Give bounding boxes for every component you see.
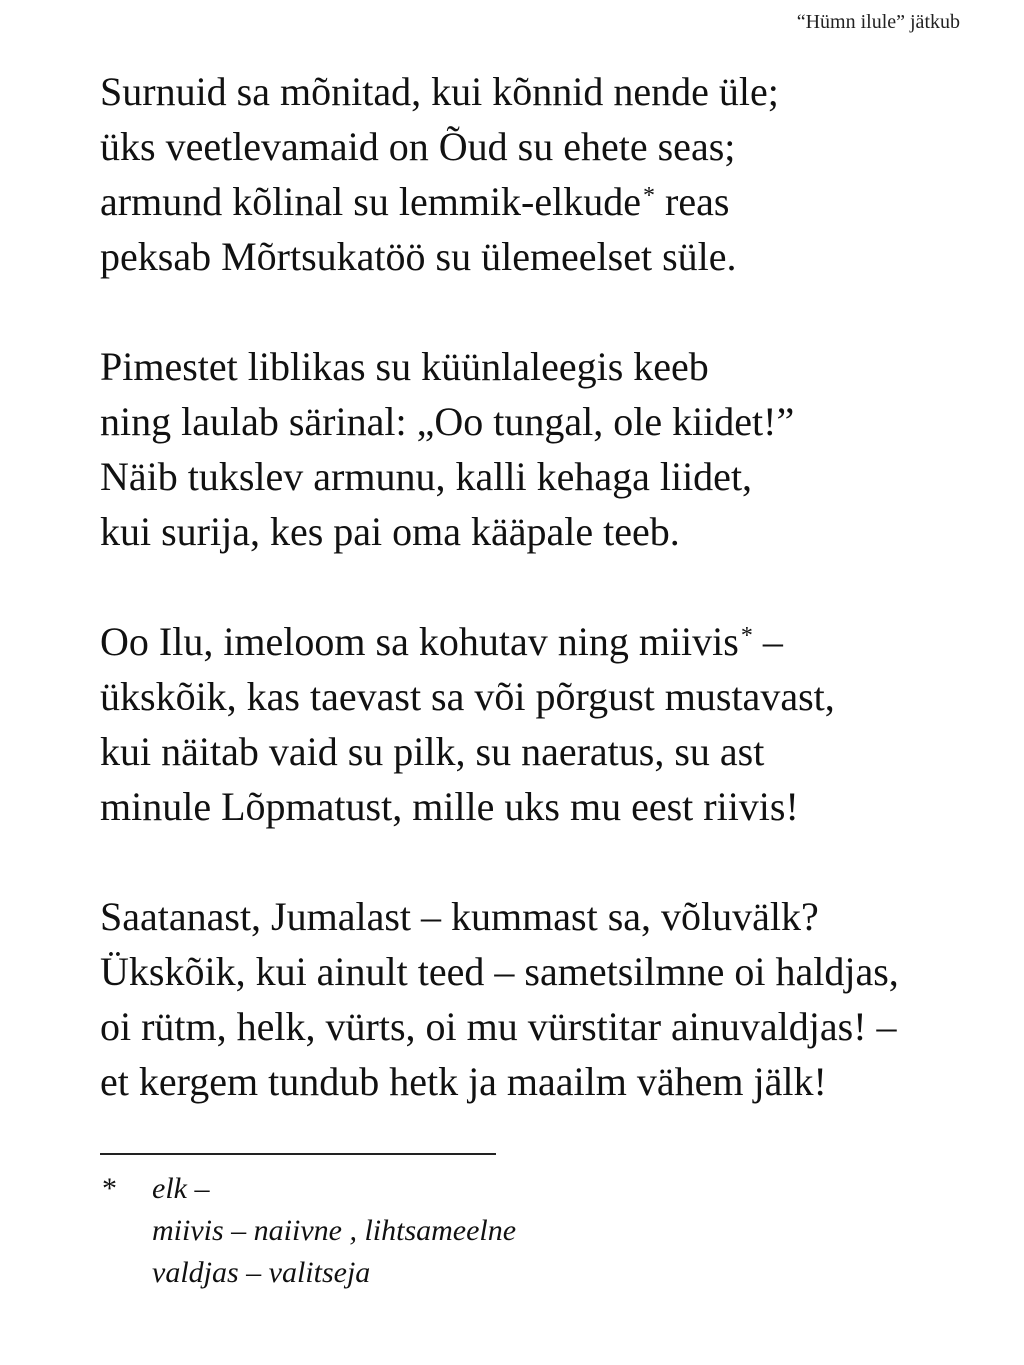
poem-line: Pimestet liblikas su küünlaleegis keeb <box>100 344 709 389</box>
footnote-divider <box>100 1153 496 1155</box>
footnotes <box>100 1168 1000 1294</box>
poem-line: ning laulab särinal: „Oo tungal, ole kiidet!” <box>100 399 795 444</box>
poem-line: kui surija, kes pai oma kääpale teeb. <box>100 509 680 554</box>
stanza-3 <box>100 614 1010 834</box>
footnote-entry <box>100 1252 1000 1294</box>
footnote-entry <box>100 1210 1000 1252</box>
footnote-marker: * <box>740 623 753 649</box>
stanza-2 <box>100 339 1010 559</box>
footnote-marker: * <box>102 1172 117 1205</box>
stanza-4 <box>100 889 1010 1109</box>
poem-line-text: – <box>752 619 783 664</box>
footnote-text: valdjas – valitseja <box>152 1256 371 1289</box>
footnote-marker: * <box>643 183 655 209</box>
poem-line-text: armund kõlinal su lemmik-elkude <box>100 179 641 224</box>
poem-line: üks veetlevamaid on Õud su ehete seas; <box>100 124 736 169</box>
poem-line: Saatanast, Jumalast – kummast sa, võluvälk? <box>100 894 819 939</box>
poem-line-text: reas <box>655 179 730 224</box>
poem-line: peksab Mõrtsukatöö su ülemeelset süle. <box>100 234 737 279</box>
poem <box>100 64 1010 1164</box>
poem-line: Näib tukslev armunu, kalli kehaga liidet, <box>100 454 753 499</box>
continuation-note: “Hümn ilule” jätkub <box>796 11 960 33</box>
poem-line: et kergem tundub hetk ja maailm vähem jälk! <box>100 1059 827 1104</box>
footnote-entry <box>100 1168 1000 1210</box>
poem-line-with-footnote <box>100 174 1010 229</box>
poem-line: oi rütm, helk, vürts, oi mu vürstitar ainuvaldjas! – <box>100 1004 897 1049</box>
footnote-text: elk – <box>152 1172 210 1205</box>
poem-line: minule Lõpmatust, mille uks mu eest riivis! <box>100 784 799 829</box>
poem-line-text: Oo Ilu, imeloom sa kohutav ning miivis <box>100 619 739 664</box>
footnote-text: miivis – naiivne , lihtsameelne <box>152 1214 517 1247</box>
poem-line: kui näitab vaid su pilk, su naeratus, su ast <box>100 729 765 774</box>
poem-line: Ükskõik, kui ainult teed – sametsilmne oi haldjas, <box>100 949 899 994</box>
poem-line: Surnuid sa mõnitad, kui kõnnid nende üle; <box>100 69 779 114</box>
stanza-1 <box>100 64 1010 284</box>
poem-line: ükskõik, kas taevast sa või põrgust mustavast, <box>100 674 835 719</box>
poem-line-with-footnote <box>100 614 1010 669</box>
